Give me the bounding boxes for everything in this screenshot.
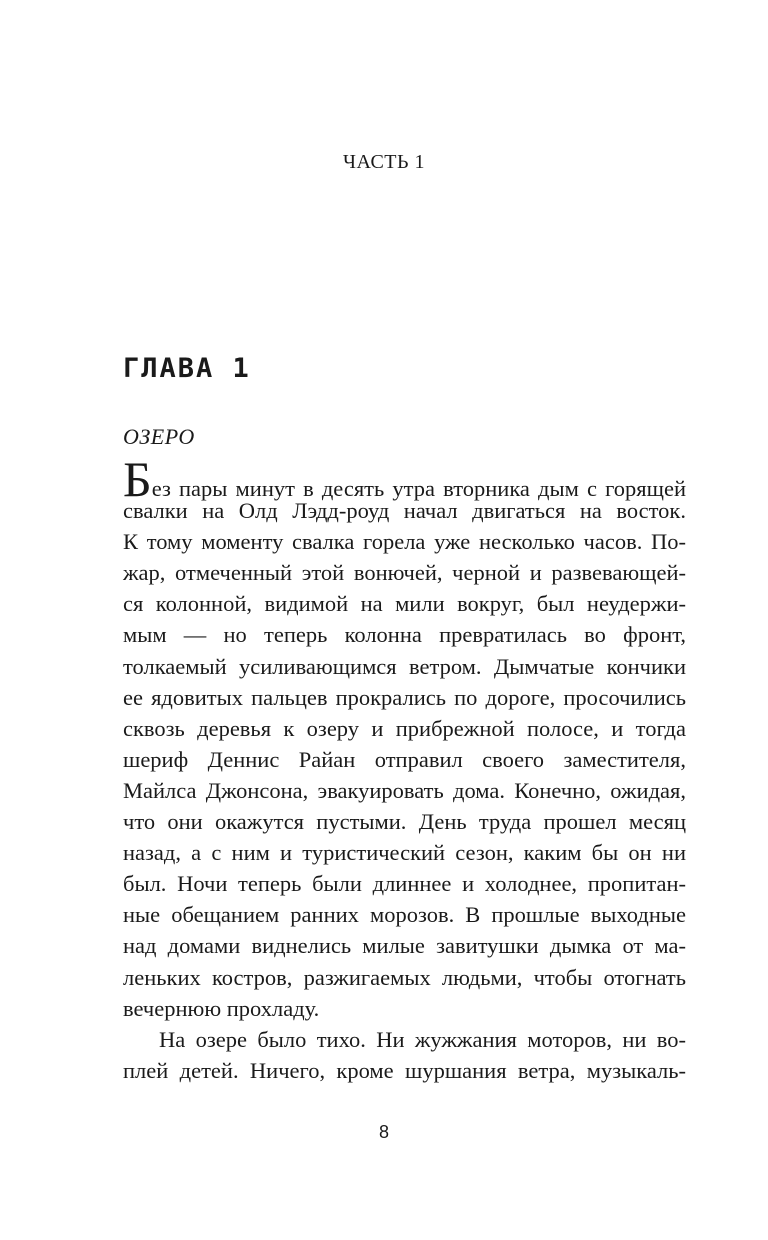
text-line: ся колонной, видимой на мили вокруг, был неудержи-: [123, 591, 686, 617]
drop-cap: Б: [123, 451, 152, 507]
text-line: шериф Деннис Райан отправил своего заместителя,: [123, 746, 686, 772]
text-line: вечернюю прохладу.: [123, 995, 320, 1021]
page-number: 8: [378, 1122, 389, 1142]
text-line: что они окажутся пустыми. День труда прошел месяц: [123, 809, 686, 835]
text-line: мым — но теперь колонна превратилась во фронт,: [123, 622, 686, 648]
part-title: ЧАСТЬ 1: [343, 151, 425, 173]
chapter-title: ГЛАВА 1: [123, 353, 251, 384]
text-line: свалки на Олд Лэдд-роуд начал двигаться на восток.: [123, 498, 686, 524]
text-line: ее ядовитых пальцев прокрались по дороге, просочились: [123, 684, 686, 710]
text-line: сквозь деревья к озеру и прибрежной полосе, и тогда: [123, 715, 686, 741]
text-line-content: ез пары минут в десять утра вторника дым с горящей: [151, 476, 686, 501]
text-line: На озере было тихо. Ни жужжания моторов, ни во-: [159, 1026, 686, 1052]
text-line: леньких костров, разжигаемых людьми, чтобы отогнать: [123, 964, 686, 990]
text-line: над домами виднелись милые завитушки дымка от ма-: [123, 933, 686, 959]
text-line: ные обещанием ранних морозов. В прошлые выходные: [123, 902, 686, 928]
section-title: ОЗЕРО: [123, 424, 195, 449]
text-line: Майлса Джонсона, эвакуировать дома. Конечно, ожидая,: [123, 777, 686, 803]
text-line: назад, а с ним и туристический сезон, каким бы он ни: [123, 840, 686, 866]
text-line: был. Ночи теперь были длиннее и холоднее, пропитан-: [123, 871, 686, 897]
body-text: [123, 451, 686, 1086]
text-line: толкаемый усиливающимся ветром. Дымчатые кончики: [123, 653, 686, 679]
text-line: плей детей. Ничего, кроме шуршания ветра, музыкаль-: [123, 1057, 686, 1083]
text-line: К тому моменту свалка горела уже несколько часов. По-: [123, 529, 686, 555]
text-line: жар, отмеченный этой вонючей, черной и развевающей-: [123, 560, 686, 586]
text-line: [123, 451, 686, 507]
